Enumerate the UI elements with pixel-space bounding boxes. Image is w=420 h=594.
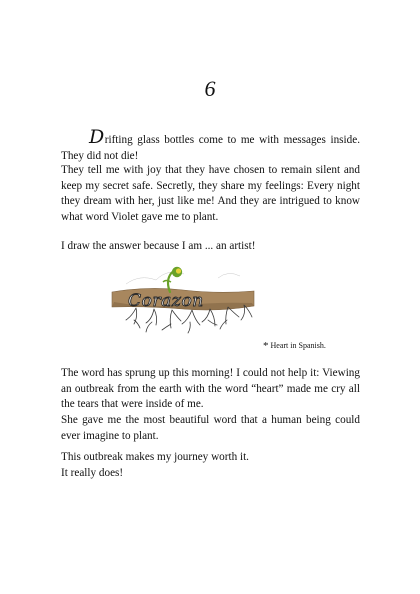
footnote-text: Heart in Spanish. — [270, 341, 326, 350]
paragraph-it-really-does: It really does! — [61, 467, 124, 479]
drop-cap-letter: D — [89, 126, 105, 148]
corazon-sprout-drawing — [108, 262, 258, 344]
paragraph-journey: This outbreak makes my journey worth it. — [61, 451, 249, 463]
sky-shading — [126, 272, 240, 284]
page-number: 6 — [204, 76, 216, 101]
paragraph-intro — [61, 126, 360, 164]
paragraph-sprung: The word has sprung up this morning! I could not help it: Viewing an outbreak from the earth with the word “heart” made me cry all the tears that were inside of me. — [61, 367, 360, 410]
sprout-stem — [163, 267, 182, 292]
corazon-root-word: Corazon — [128, 291, 204, 311]
paragraph-intro-text: rifting glass bottles come to me with messages inside. They did not die! — [61, 134, 360, 162]
paragraph-artist: I draw the answer because I am ... an artist! — [61, 240, 256, 252]
footnote-mark: * — [263, 340, 269, 352]
footnote — [263, 340, 326, 352]
paragraph-beautiful-word: She gave me the most beautiful word that a human being could ever imagine to plant. — [61, 414, 360, 442]
paragraph-secret: They tell me with joy that they have chosen to remain silent and keep my secret safe. Secretly, they share my feelings: Every night they dream with her, just like me! And they are intrigued to know what word Violet gave me to plant. — [61, 164, 360, 223]
